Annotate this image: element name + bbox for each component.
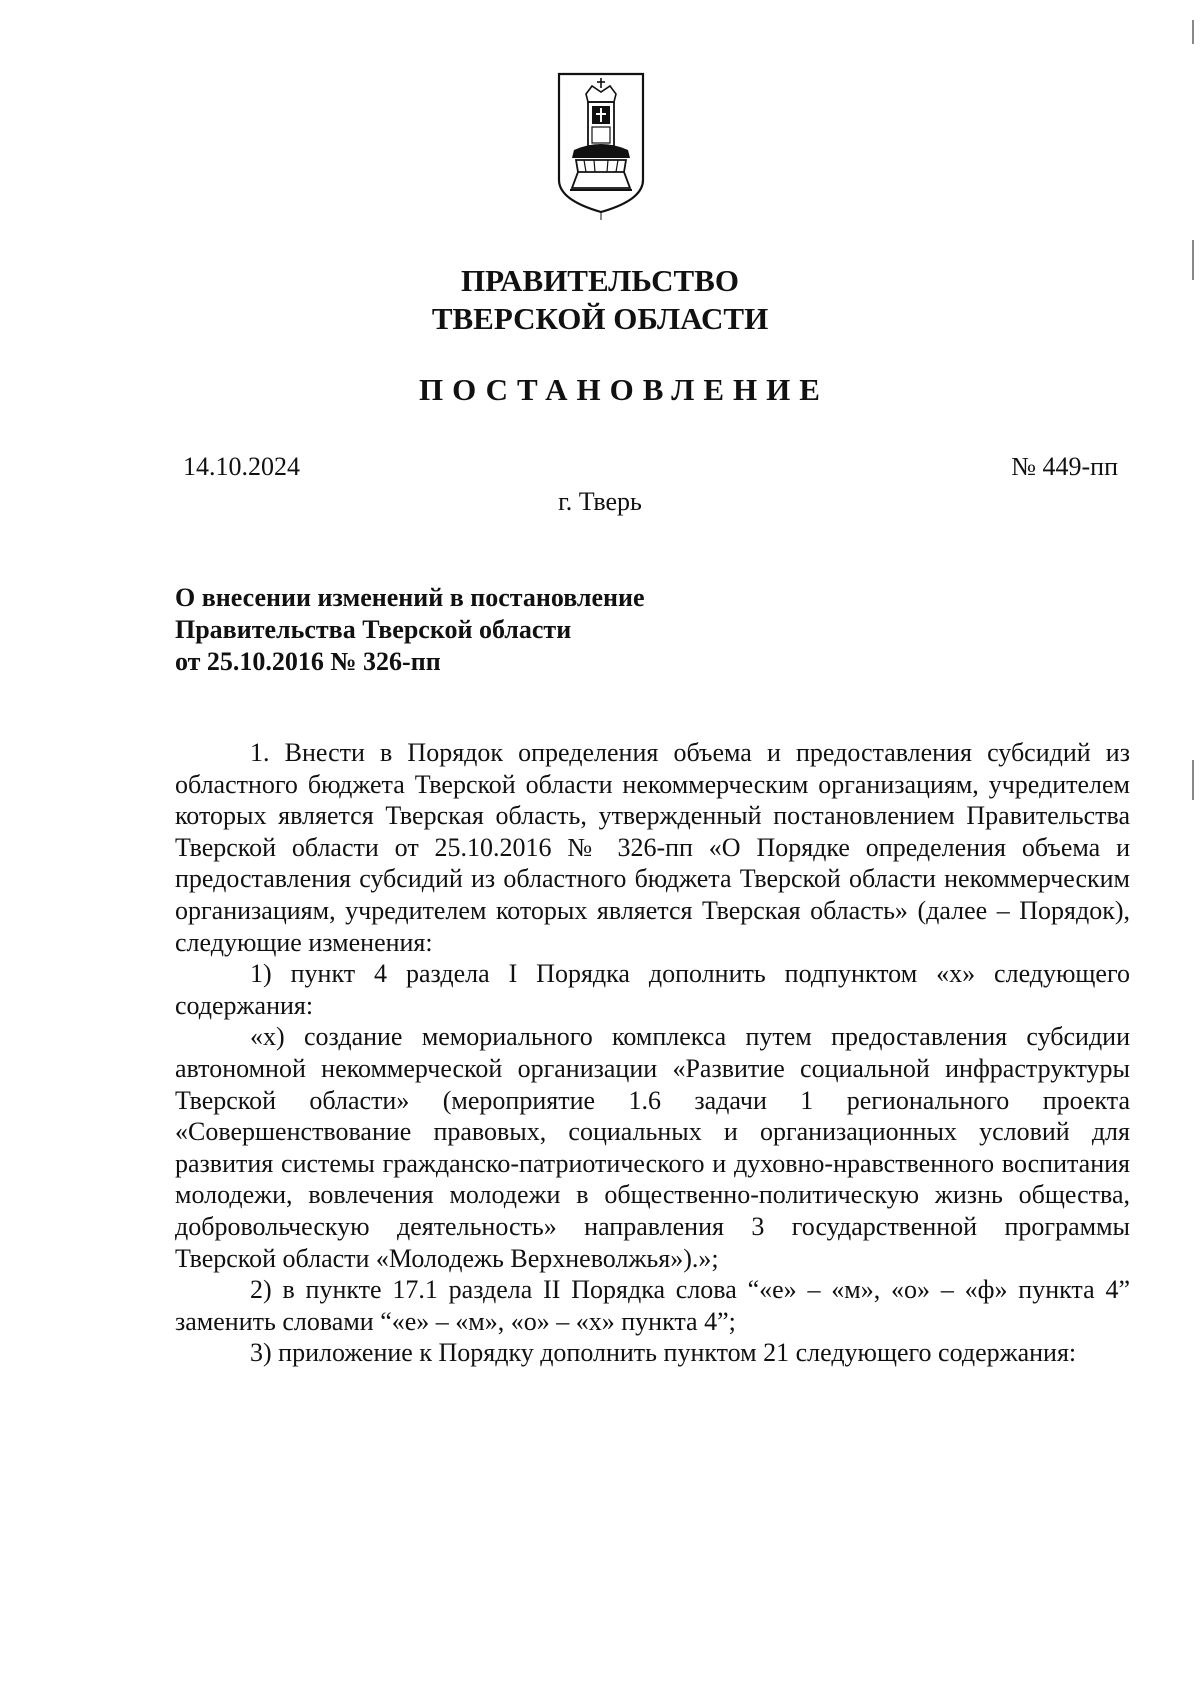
decree-date: 14.10.2024 xyxy=(183,452,300,481)
government-title-line2: ТВЕРСКОЙ ОБЛАСТИ xyxy=(431,301,769,336)
government-title-line1: ПРАВИТЕЛЬСТВО xyxy=(461,263,739,298)
subject-line2: Правительства Тверской области xyxy=(175,615,572,644)
body-paragraph-2: 1) пункт 4 раздела I Порядка дополнить подпунктом «х» следующего содержания: xyxy=(175,959,1130,1020)
decree-subject xyxy=(175,582,645,678)
government-title xyxy=(0,262,1200,338)
body-paragraph-3: «х) создание мемориального комплекса путем предоставления субсидии автономной некоммерческой организации «Развитие социальной инфраструктуры Тверской области» (мероприятие 1.6 задачи 1 регионального проекта «Совершенствование правовых, социальных и организационных условий для развития системы гражданско-патриотического и духовно-нравственного воспитания молодежи, вовлечения молодежи в общественно-политическую жизнь общества, добровольческую деятельность» направления 3 государственной программы Тверской области «Молодежь Верхневолжья»).»; xyxy=(175,1022,1130,1273)
decree-number: № 449-пп xyxy=(1011,452,1118,481)
decree-body xyxy=(175,737,1130,1369)
scan-edge-mark xyxy=(1192,20,1194,44)
decree-city: г. Тверь xyxy=(558,487,642,516)
subject-line3: от 25.10.2016 № 326-пп xyxy=(175,647,441,676)
body-paragraph-1: 1. Внести в Порядок определения объема и предоставления субсидий из областного бюджета Тверской области некоммерческим организациям, учредителем которых является Тверская область, утвержденный постановлением Правительства Тверской области от 25.10.2016 № 326-пп «О Порядке определения объема и предоставления субсидий из областного бюджета Тверской области некоммерческим организациям, учредителем которых является Тверская область» (далее – Порядок), следующие изменения: xyxy=(175,738,1130,957)
body-paragraph-5: 3) приложение к Порядку дополнить пунктом 21 следующего содержания: xyxy=(250,1338,1077,1368)
scan-edge-mark xyxy=(1192,760,1194,800)
body-paragraph-4: 2) в пункте 17.1 раздела II Порядка слова “«е» – «м», «о» – «ф» пункта 4” заменить словами “«е» – «м», «о» – «х» пункта 4”; xyxy=(175,1275,1130,1336)
subject-line1: О внесении изменений в постановление xyxy=(175,583,645,612)
coat-of-arms-icon xyxy=(556,72,646,222)
decree-title: ПОСТАНОВЛЕНИЕ xyxy=(419,372,829,407)
